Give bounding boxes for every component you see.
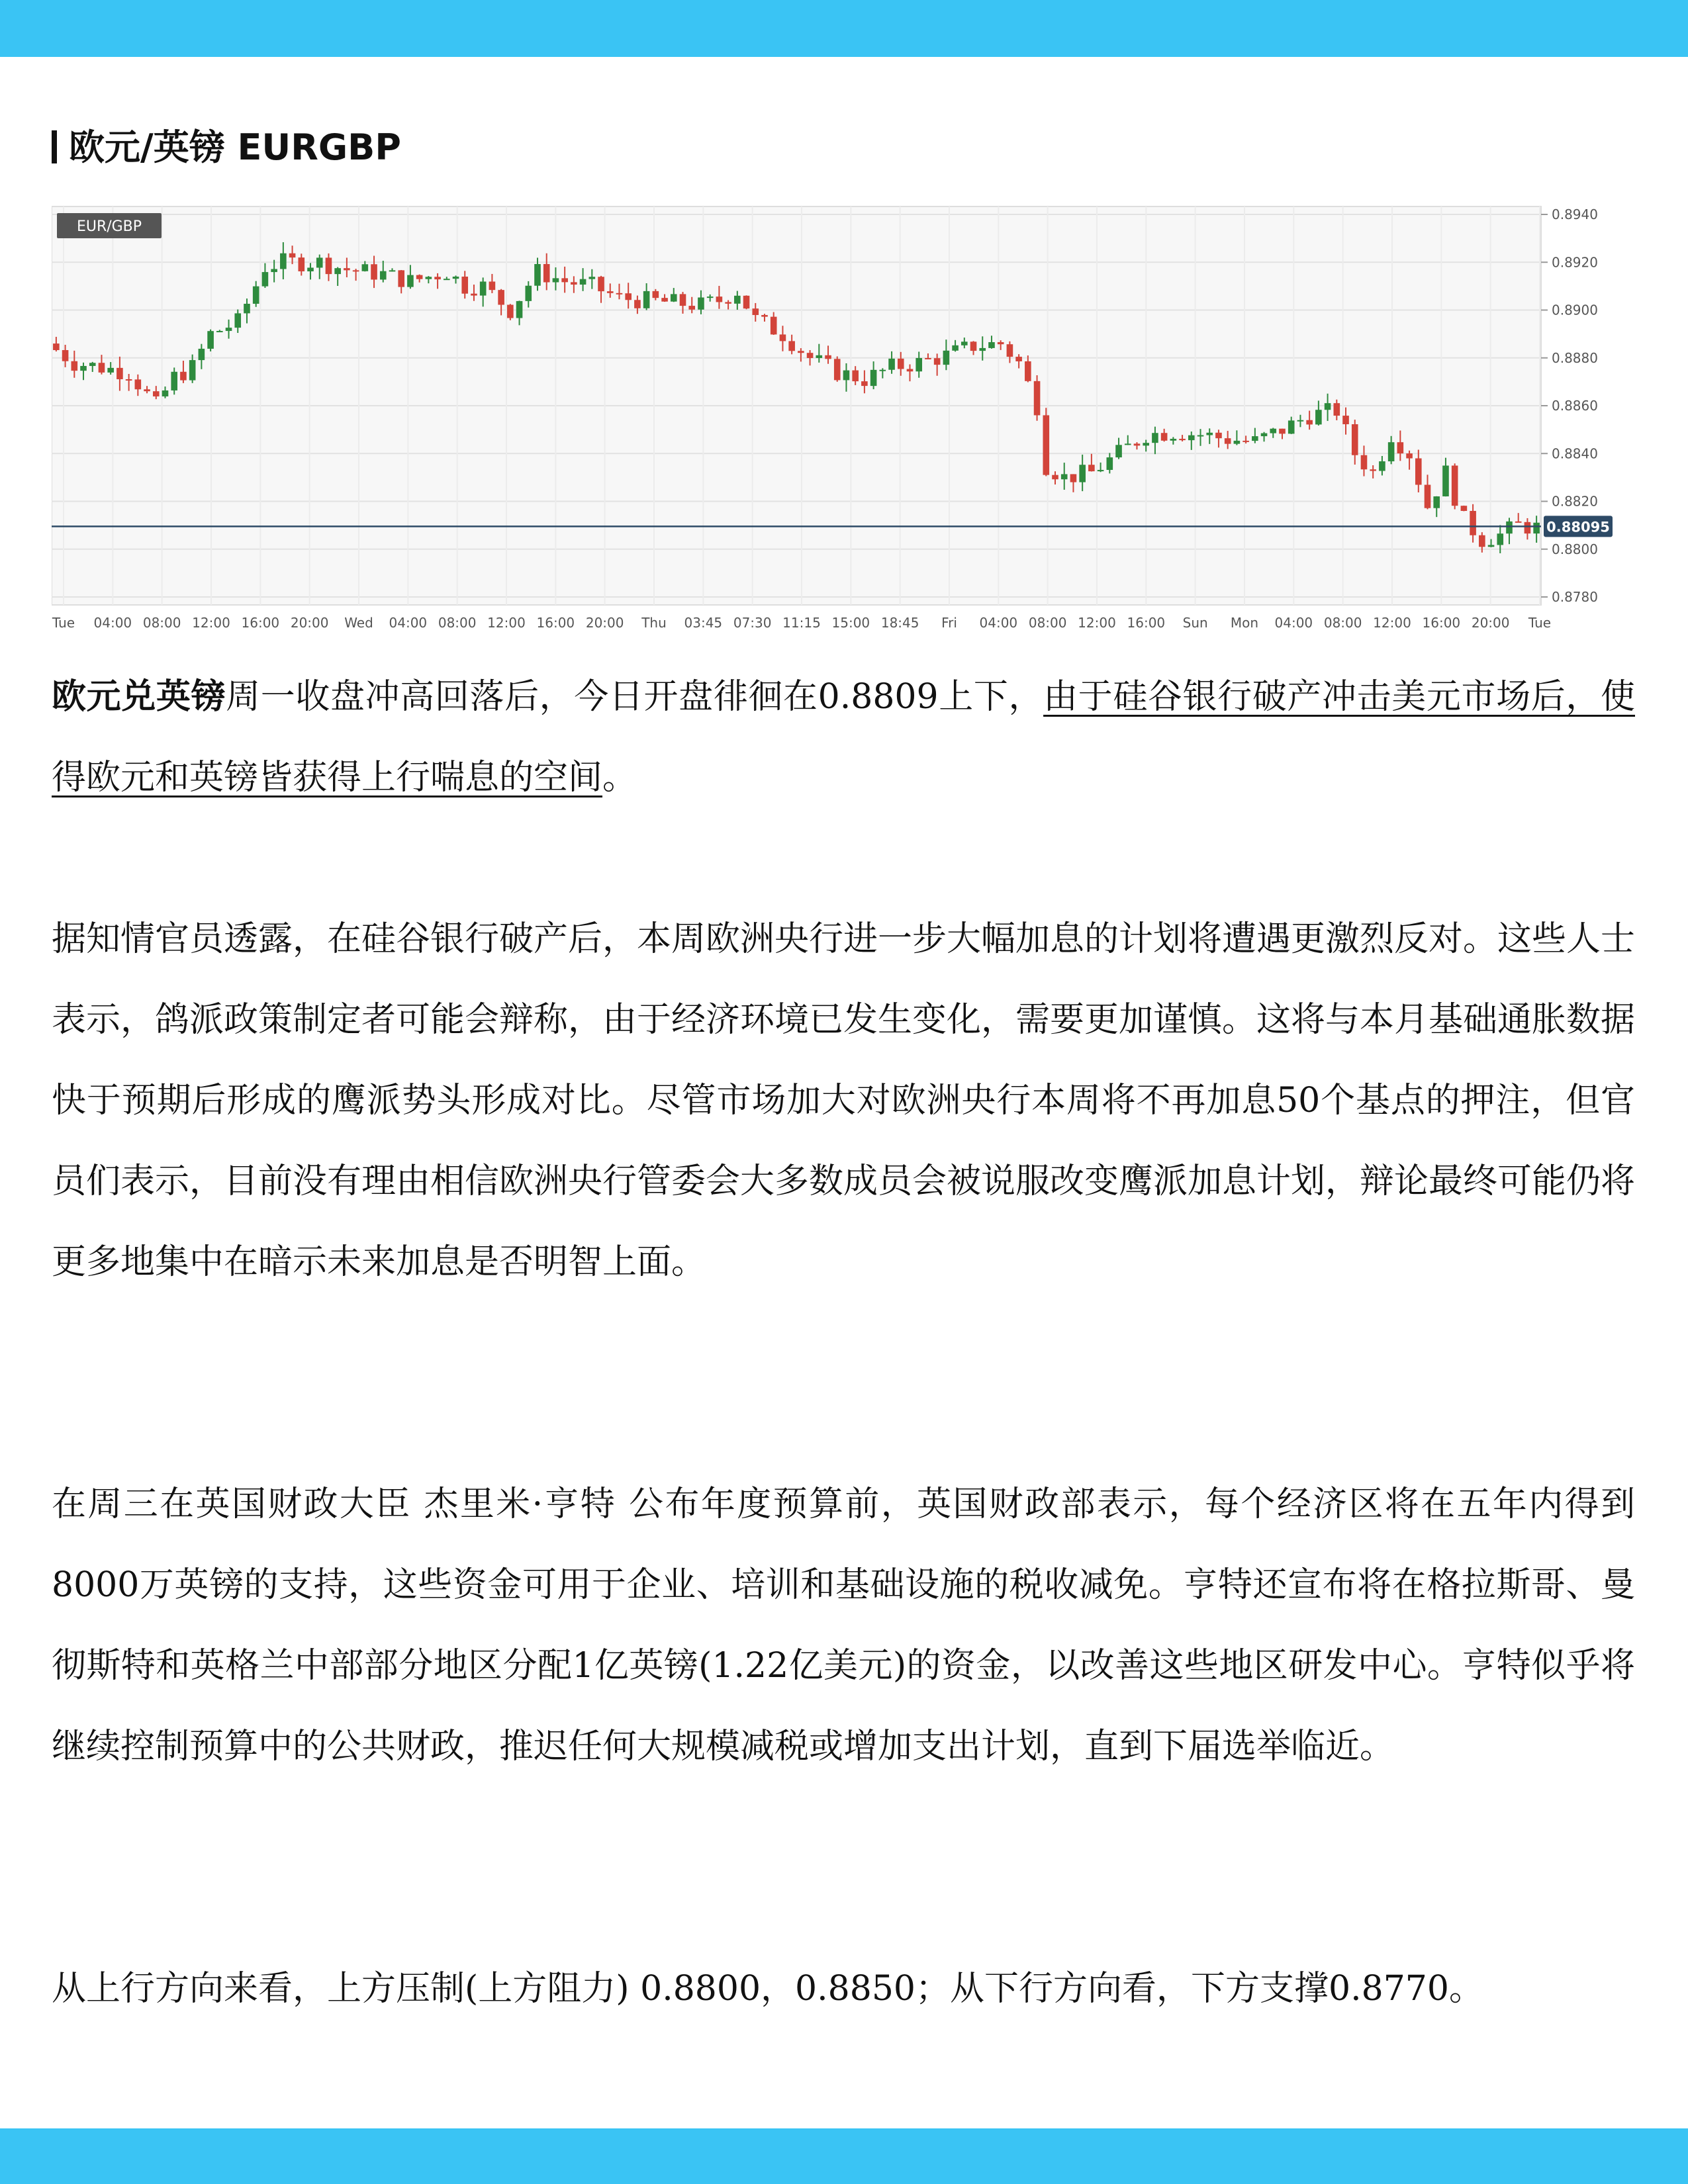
candle-body (1297, 420, 1304, 422)
candle-body (688, 306, 695, 310)
candle-body (326, 257, 332, 274)
x-tick-label: 04:00 (979, 615, 1018, 631)
top-banner (0, 0, 1688, 57)
x-tick-label: Mon (1230, 615, 1259, 631)
candle-body (516, 301, 523, 318)
candle-body (934, 358, 941, 365)
y-tick-label: 0.8860 (1552, 398, 1598, 414)
candle-body (398, 270, 404, 287)
candle-body (216, 331, 223, 332)
candle-body (207, 331, 214, 349)
candle-body (1406, 453, 1413, 458)
candle-body (1461, 506, 1468, 511)
candle-body (1161, 433, 1168, 441)
x-tick-label: 07:30 (733, 615, 772, 631)
eurgbp-chart (52, 204, 1620, 638)
x-tick-label: 20:00 (1471, 615, 1510, 631)
candle-body (1497, 533, 1503, 545)
candle-body (798, 351, 804, 353)
candle-body (444, 279, 450, 280)
candle-body (534, 264, 541, 286)
candle-body (362, 264, 369, 271)
candle-body (489, 281, 496, 290)
current-price-label: 0.88095 (1546, 519, 1610, 535)
candle-body (743, 296, 750, 308)
candle-body (507, 305, 514, 318)
article-paragraph-3 (52, 1464, 1635, 1787)
candle-body (180, 372, 187, 381)
candle-body (1043, 415, 1049, 475)
candle-body (171, 372, 177, 390)
candle-body (1179, 439, 1186, 440)
candle-body (262, 272, 269, 287)
x-tick-label: 15:00 (831, 615, 870, 631)
x-tick-label: 08:00 (438, 615, 477, 631)
candle-body (453, 277, 459, 279)
candle-body (1015, 357, 1022, 361)
section-title-text: 欧元/英镑 EURGBP (69, 126, 401, 168)
candle-body (1188, 435, 1195, 440)
x-tick-label: 04:00 (1274, 615, 1313, 631)
candlestick-chart-svg (52, 204, 1620, 638)
candle-body (1061, 474, 1068, 479)
candle-body (589, 277, 596, 279)
candle-body (661, 298, 668, 302)
candle-body (1098, 470, 1104, 471)
candle-body (952, 345, 959, 351)
candle-body (1334, 403, 1340, 416)
candle-body (1515, 522, 1522, 523)
x-tick-label: Tue (1528, 615, 1552, 631)
candle-body (1143, 443, 1149, 445)
candle-body (80, 366, 87, 371)
candle-body (471, 294, 477, 296)
x-tick-label: 16:00 (536, 615, 575, 631)
candle-body (961, 341, 968, 345)
candle-body (525, 286, 532, 301)
candle-body (1234, 441, 1241, 444)
candle-body (234, 313, 241, 328)
candle-body (1088, 465, 1095, 471)
y-tick-label: 0.8920 (1552, 254, 1598, 271)
candle-body (816, 355, 822, 358)
section-title (52, 119, 401, 170)
candle-body (761, 315, 768, 317)
candle-body (244, 304, 250, 313)
candle-body (1342, 416, 1349, 424)
candle-body (571, 282, 577, 285)
candle-body (870, 370, 877, 386)
candle-body (698, 297, 704, 309)
candle-body (1007, 344, 1013, 357)
candle-body (1506, 522, 1513, 533)
candle-body (1034, 381, 1041, 416)
candle-body (426, 277, 432, 279)
x-tick-label: 08:00 (142, 615, 181, 631)
candle-body (1134, 443, 1141, 445)
candle-body (780, 334, 786, 341)
candle-body (380, 271, 387, 280)
candle-body (653, 291, 659, 298)
candle-body (1415, 459, 1422, 485)
candle-body (998, 342, 1004, 344)
candle-body (117, 368, 123, 379)
candle-body (1052, 475, 1058, 480)
candle-body (135, 379, 142, 389)
candle-body (371, 264, 377, 279)
candle-body (880, 370, 886, 371)
candle-body (1442, 465, 1449, 496)
candle-body (925, 358, 931, 359)
article-paragraph-4 (52, 1948, 1635, 2029)
article-paragraph-1 (52, 657, 1635, 818)
y-tick-label: 0.8900 (1552, 302, 1598, 318)
candle-body (898, 359, 904, 369)
candle-body (734, 296, 741, 304)
y-tick-label: 0.8780 (1552, 589, 1598, 605)
p1-underlined: 由于硅谷银行破产冲击美元市场后，使得欧元和英镑皆获得上行喘息的空间 (52, 677, 1635, 797)
candle-body (1533, 523, 1540, 533)
candle-body (1470, 511, 1476, 535)
p1-emphasis: 欧元兑英镑 (52, 677, 226, 717)
p1-end: 。 (602, 758, 637, 797)
candle-body (1070, 474, 1077, 482)
article-paragraph-2 (52, 899, 1635, 1302)
candle-body (344, 268, 350, 270)
candle-body (1524, 522, 1531, 533)
candle-body (1115, 445, 1122, 457)
candle-body (598, 277, 604, 291)
candle-body (752, 308, 759, 315)
x-tick-label: 08:00 (1028, 615, 1067, 631)
candle-body (271, 269, 277, 272)
candle-body (1243, 441, 1249, 442)
candle-body (671, 294, 677, 301)
candle-body (807, 353, 814, 358)
candle-body (825, 355, 831, 359)
candle-body (162, 390, 169, 396)
candle-body (788, 341, 795, 351)
candle-body (1370, 469, 1376, 471)
candle-body (461, 277, 468, 294)
candle-body (289, 253, 296, 257)
candle-body (1152, 433, 1158, 443)
candle-body (1107, 457, 1113, 470)
candle-body (915, 358, 922, 371)
y-tick-label: 0.8880 (1552, 349, 1598, 366)
x-tick-label: 12:00 (1078, 615, 1116, 631)
x-tick-label: 04:00 (389, 615, 428, 631)
x-tick-label: Thu (641, 615, 667, 631)
y-tick-label: 0.8940 (1552, 206, 1598, 222)
candle-body (62, 350, 69, 361)
candle-body (1379, 461, 1385, 471)
candle-body (907, 369, 914, 372)
candle-body (943, 351, 950, 365)
candle-body (1452, 465, 1458, 506)
candle-body (1306, 420, 1313, 425)
candle-body (643, 291, 650, 308)
candle-body (126, 379, 132, 381)
candle-body (1361, 455, 1368, 470)
x-tick-label: Wed (344, 615, 373, 631)
candle-body (316, 257, 323, 267)
title-bar-marker (52, 130, 57, 163)
x-tick-label: 16:00 (241, 615, 280, 631)
candle-body (616, 293, 623, 295)
candle-body (353, 270, 359, 271)
candle-body (607, 291, 614, 293)
x-tick-label: 12:00 (192, 615, 230, 631)
x-tick-label: 08:00 (1323, 615, 1362, 631)
candle-body (53, 343, 60, 350)
candle-body (725, 302, 731, 303)
candle-body (153, 391, 160, 396)
x-tick-label: 12:00 (487, 615, 526, 631)
candle-body (1125, 443, 1131, 445)
x-tick-label: Fri (941, 615, 957, 631)
candle-body (888, 359, 895, 370)
x-tick-label: 18:45 (880, 615, 919, 631)
p2-text: 据知情官员透露，在硅谷银行破产后，本周欧洲央行进一步大幅加息的计划将遭遇更激烈反对。这些人士表示，鸽派政策制定者可能会辩称，由于经济环境已发生变化，需要更加谨慎。这将与本月基础通胀数据快于预期后形成的鹰派势头形成对比。尽管市场加大对欧洲央行本周将不再加息50个基点的押注，但官员们表示，目前没有理由相信欧洲央行管委会大多数成员会被说服改变鹰派加息计划，辩论最终可能仍将更多地集中在暗示未来加息是否明智上面。 (52, 919, 1636, 1282)
candle-body (680, 294, 686, 306)
candle-body (716, 296, 723, 302)
candle-body (189, 360, 196, 380)
candle-body (979, 348, 986, 351)
p4-text: 从上行方向来看，上方压制(上方阻力) 0.8800，0.8850；从下行方向看，下方支撑0.8770。 (52, 1969, 1483, 2009)
bottom-banner (0, 2128, 1688, 2184)
candle-body (1433, 496, 1440, 508)
candle-body (1025, 361, 1031, 381)
candle-body (1225, 438, 1231, 443)
candle-body (199, 349, 205, 360)
candle-body (1206, 433, 1213, 435)
candle-body (1279, 429, 1286, 434)
candle-body (280, 253, 287, 269)
x-tick-label: 16:00 (1127, 615, 1166, 631)
candle-body (834, 359, 841, 380)
candle-body (852, 371, 859, 382)
x-tick-label: Sun (1182, 615, 1208, 631)
candle-body (226, 328, 232, 331)
candle-body (1079, 465, 1086, 482)
candle-body (71, 361, 77, 371)
candle-body (634, 300, 641, 308)
candle-body (1352, 424, 1358, 455)
candle-body (1397, 442, 1404, 453)
candle-body (843, 371, 850, 381)
candle-body (144, 389, 150, 391)
candle-body (1261, 433, 1268, 437)
candle-body (1197, 435, 1204, 437)
candle-body (1252, 436, 1258, 441)
candle-body (253, 287, 259, 304)
x-tick-label: 03:45 (684, 615, 723, 631)
candle-body (434, 277, 441, 279)
x-tick-label: 11:15 (782, 615, 821, 631)
x-tick-label: 12:00 (1373, 615, 1411, 631)
candle-body (861, 381, 868, 386)
candle-body (1388, 442, 1395, 461)
candle-body (1315, 410, 1322, 424)
candle-body (561, 278, 568, 282)
candle-body (480, 281, 487, 295)
candle-body (1488, 545, 1495, 547)
candle-body (1288, 420, 1295, 433)
candle-body (298, 257, 305, 271)
candle-body (99, 363, 105, 373)
candle-body (107, 368, 114, 373)
candle-body (89, 363, 96, 366)
candle-body (553, 278, 559, 282)
candle-body (498, 290, 504, 304)
candle-body (1170, 439, 1177, 441)
candle-body (1479, 535, 1485, 547)
candle-body (970, 341, 977, 351)
y-tick-label: 0.8800 (1552, 541, 1598, 557)
candle-body (771, 317, 777, 335)
candle-body (625, 293, 632, 300)
candle-body (707, 296, 714, 298)
p3-text: 在周三在英国财政大臣 杰里米·亨特 公布年度预算前，英国财政部表示，每个经济区将在五年内得到8000万英镑的支持，这些资金可用于企业、培训和基础设施的税收减免。亨特还宣布将在格拉斯哥、曼彻斯特和英格兰中部部分地区分配1亿英镑(1.22亿美元)的资金，以改善这些地区研发中心。亨特似乎将继续控制预算中的公共财政，推迟任何大规模减税或增加支出计划，直到下届选举临近。 (52, 1484, 1635, 1766)
candle-body (543, 264, 550, 283)
candle-body (334, 268, 341, 274)
x-tick-label: Tue (52, 615, 75, 631)
candle-body (1325, 403, 1331, 410)
x-tick-label: 20:00 (585, 615, 624, 631)
x-tick-label: 20:00 (290, 615, 329, 631)
y-tick-label: 0.8840 (1552, 445, 1598, 462)
candle-body (407, 275, 414, 287)
instrument-label: EUR/GBP (76, 218, 142, 235)
candle-body (1425, 485, 1431, 508)
candle-body (580, 279, 586, 285)
candle-body (1270, 429, 1276, 433)
p1-text: 周一收盘冲高回落后，今日开盘徘徊在0.8809上下， (226, 677, 1044, 717)
y-tick-label: 0.8820 (1552, 493, 1598, 510)
candle-body (1215, 433, 1222, 438)
x-tick-label: 04:00 (93, 615, 132, 631)
candle-body (307, 267, 314, 271)
candle-body (389, 270, 396, 271)
candle-body (416, 275, 423, 279)
x-tick-label: 16:00 (1422, 615, 1461, 631)
candle-body (988, 342, 995, 348)
